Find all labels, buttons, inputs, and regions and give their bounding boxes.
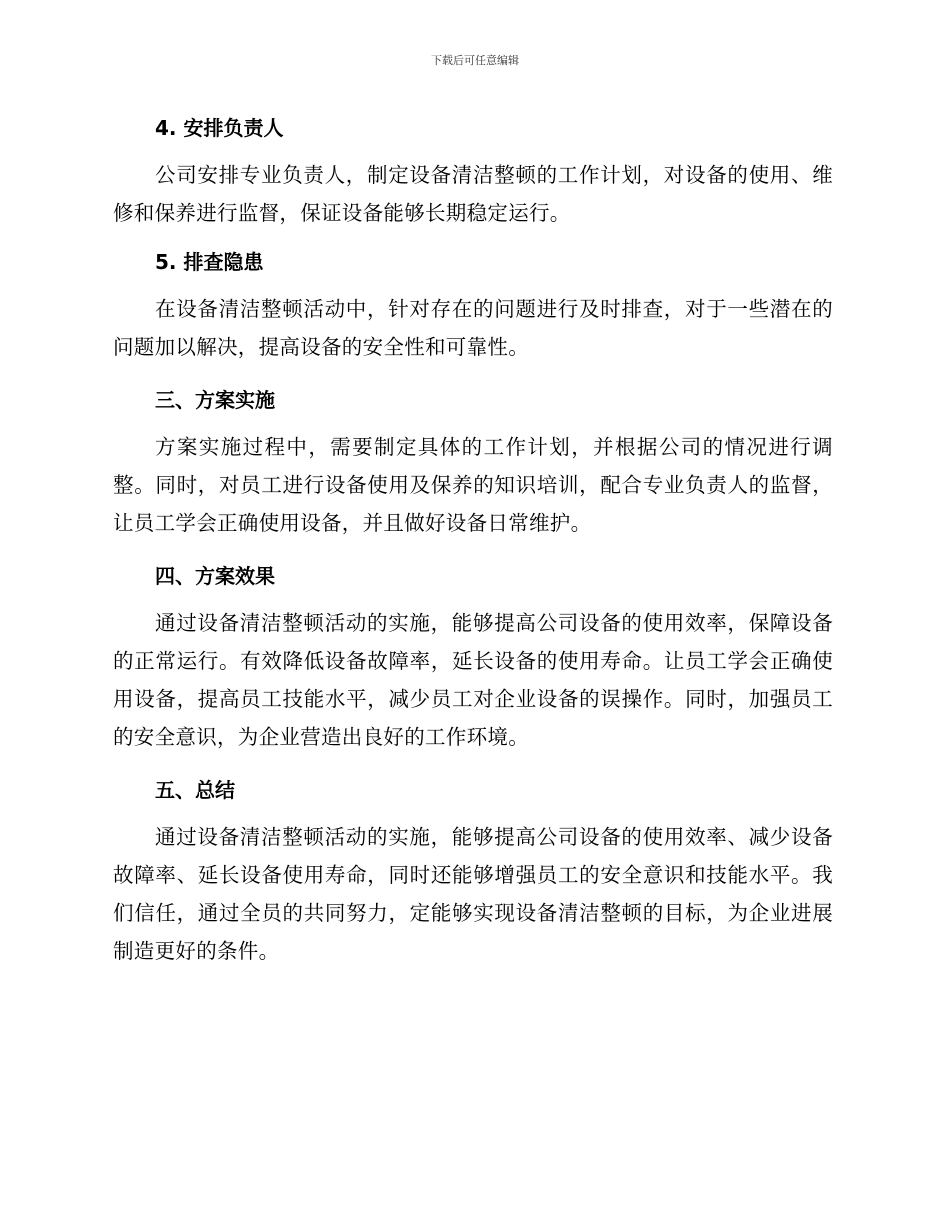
section-paragraph-arrange-responsible: 公司安排专业负责人，制定设备清洁整顿的工作计划，对设备的使用、维修和保养进行监督，保证设备能够长期稳定运行。	[113, 163, 833, 225]
section-paragraph-summary: 通过设备清洁整顿活动的实施，能够提高公司设备的使用效率、减少设备故障率、延长设备使用寿命，同时还能够增强员工的安全意识和技能水平。我们信任，通过全员的共同努力，定能够实现设备清洁整顿的目标，为企业进展制造更好的条件。	[113, 825, 833, 963]
section-paragraph-hazard-check: 在设备清洁整顿活动中，针对存在的问题进行及时排查，对于一些潜在的问题加以解决，提高设备的安全性和可靠性。	[113, 297, 833, 359]
section-paragraph-implementation: 方案实施过程中，需要制定具体的工作计划，并根据公司的情况进行调整。同时，对员工进行设备使用及保养的知识培训，配合专业负责人的监督，让员工学会正确使用设备，并且做好设备日常维护。	[113, 435, 833, 535]
page-header: 下载后可任意编辑	[431, 54, 519, 67]
section-heading-hazard-check: 5. 排查隐患	[155, 250, 264, 274]
section-heading-implementation: 三、方案实施	[155, 388, 275, 412]
document-body	[113, 108, 833, 978]
section-heading-effect: 四、方案效果	[155, 564, 275, 588]
section-paragraph-effect: 通过设备清洁整顿活动的实施，能够提高公司设备的使用效率，保障设备的正常运行。有效降低设备故障率，延长设备的使用寿命。让员工学会正确使用设备，提高员工技能水平，减少员工对企业设备的误操作。同时，加强员工的安全意识，为企业营造出良好的工作环境。	[113, 611, 833, 749]
section-heading-summary: 五、总结	[155, 778, 235, 802]
section-heading-arrange-responsible: 4. 安排负责人	[155, 116, 284, 140]
